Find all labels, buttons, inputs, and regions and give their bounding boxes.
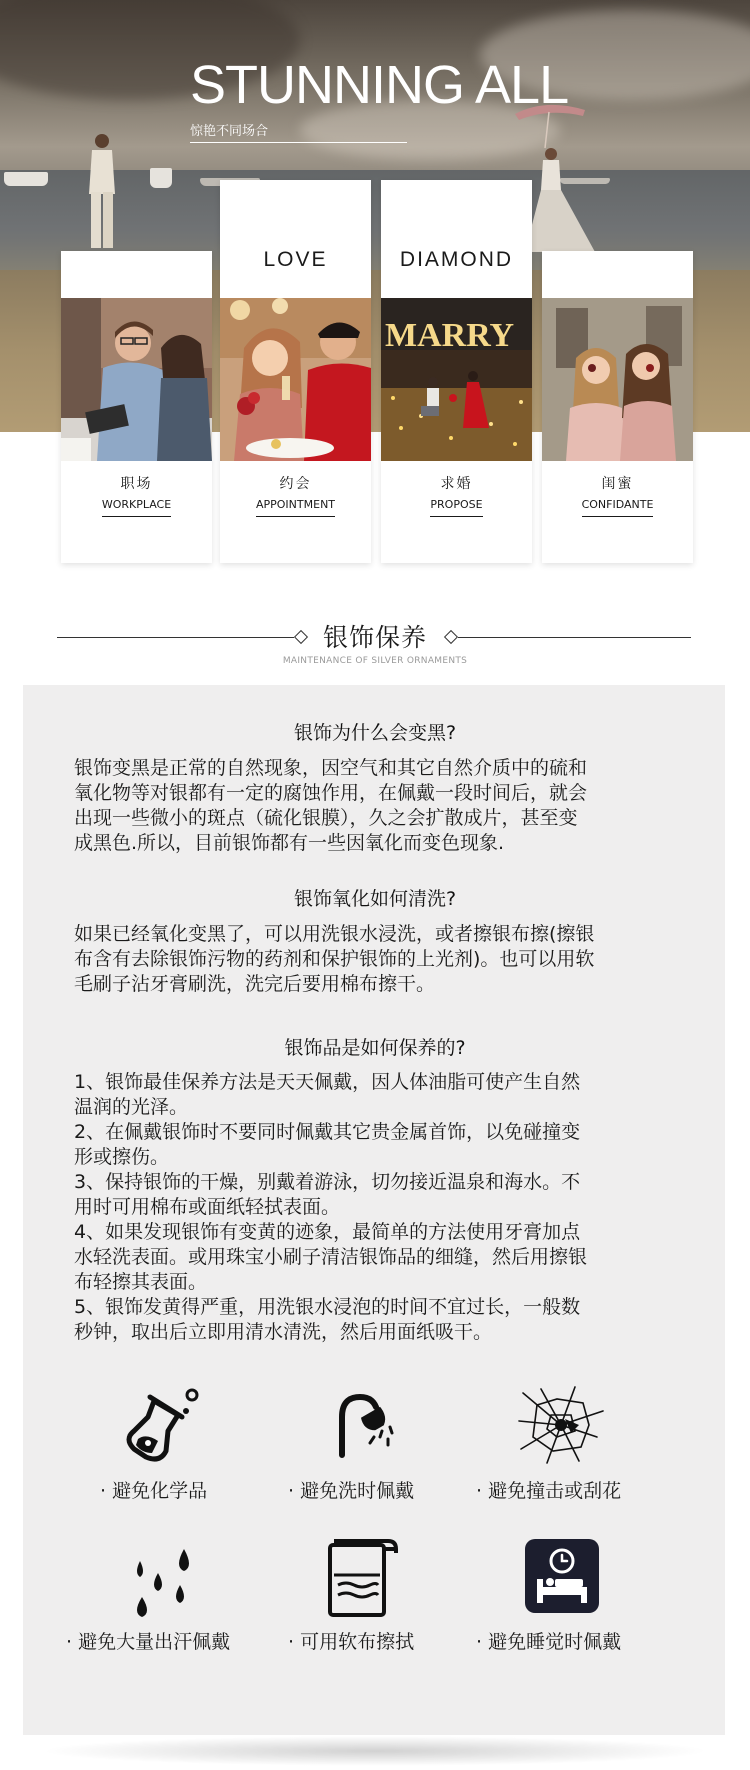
care-answer: [74, 756, 674, 856]
answer-line: 温润的光泽。: [74, 1096, 189, 1118]
answer-line: 氧化物等对银都有一定的腐蚀作用，在佩戴一段时间后，就会: [74, 782, 588, 804]
care-answer: [74, 1070, 674, 1345]
answer-line: 布含有去除银饰污物的药剂和保护银饰的上光剂)。也可以用软: [74, 948, 595, 970]
card-header: [542, 251, 693, 298]
sweat-drops-icon: [130, 1537, 200, 1617]
card-caption: [61, 473, 212, 517]
flask-icon: [124, 1387, 204, 1467]
care-answer: [74, 922, 674, 997]
towel-icon: [324, 1535, 404, 1619]
card-heading: DIAMOND: [399, 248, 514, 271]
answer-line: 2、在佩戴银饰时不要同时佩戴其它贵金属首饰，以免碰撞变: [74, 1121, 581, 1143]
occasion-card-confidante[interactable]: [542, 251, 693, 563]
workplace-photo: [61, 298, 212, 461]
care-question: 银饰为什么会变黑?: [293, 722, 457, 744]
card-caption: [542, 473, 693, 517]
card-caption: [220, 473, 371, 517]
card-caption: [381, 473, 532, 517]
shower-icon: [330, 1389, 400, 1469]
occasion-card-workplace[interactable]: [61, 251, 212, 563]
section-rule-right: [458, 637, 691, 638]
sleep-icon: [525, 1539, 599, 1613]
tip-label: · 避免化学品: [100, 1480, 208, 1502]
card-label-cn: 闺蜜: [601, 476, 634, 492]
tip-label: · 可用软布擦拭: [288, 1631, 415, 1653]
marry-sign: MARRY: [385, 317, 515, 354]
answer-line: 布轻擦其表面。: [74, 1271, 208, 1293]
answer-line: 用时可用棉布或面纸轻拭表面。: [74, 1196, 341, 1218]
answer-line: 4、如果发现银饰有变黄的迹象，最简单的方法使用牙膏加点: [74, 1221, 581, 1243]
propose-photo: [381, 298, 532, 461]
tip-label: · 避免撞击或刮花: [476, 1480, 622, 1502]
answer-line: 毛刷子沾牙膏刷洗，洗完后要用棉布擦干。: [74, 973, 436, 995]
card-heading: LOVE: [263, 248, 328, 271]
card-label-cn: 求婚: [440, 476, 473, 492]
occasion-card-propose[interactable]: [381, 180, 532, 563]
occasion-card-appointment[interactable]: [220, 180, 371, 563]
card-label-en: CONFIDANTE: [582, 498, 654, 517]
cracked-glass-icon: [517, 1385, 607, 1465]
card-label-en: APPOINTMENT: [256, 498, 335, 517]
answer-line: 形或擦伤。: [74, 1146, 170, 1168]
answer-line: 成黑色.所以，目前银饰都有一些因氧化而变色现象.: [74, 832, 505, 854]
card-header: [61, 251, 212, 298]
hero-subtitle: 惊艳不同场合: [190, 124, 269, 139]
card-header: [220, 180, 371, 298]
answer-line: 出现一些微小的斑点（硫化银膜），久之会扩散成片，甚至变: [74, 807, 578, 829]
section-title: 银饰保养: [322, 623, 427, 652]
panel-shadow: [40, 1736, 710, 1766]
answer-line: 银饰变黑是正常的自然现象，因空气和其它自然介质中的硫和: [74, 757, 588, 779]
card-label-en: WORKPLACE: [102, 498, 171, 517]
card-label-cn: 职场: [120, 476, 153, 492]
tip-label: · 避免洗时佩戴: [288, 1480, 415, 1502]
appointment-photo: [220, 298, 371, 461]
tip-label: · 避免大量出汗佩戴: [66, 1631, 231, 1653]
hero-divider: [190, 142, 407, 143]
tip-label: · 避免睡觉时佩戴: [476, 1631, 622, 1653]
answer-line: 秒钟，取出后立即用清水清洗，然后用面纸吸干。: [74, 1321, 493, 1343]
answer-line: 3、保持银饰的干燥，别戴着游泳，切勿接近温泉和海水。不: [74, 1171, 581, 1193]
answer-line: 水轻洗表面。或用珠宝小刷子清洁银饰品的细缝，然后用擦银: [74, 1246, 588, 1268]
care-question: 银饰品是如何保养的?: [284, 1037, 466, 1059]
section-subtitle: MAINTENANCE OF SILVER ORNAMENTS: [282, 656, 468, 666]
care-question: 银饰氧化如何清洗?: [293, 888, 457, 910]
card-label-en: PROPOSE: [430, 498, 482, 517]
card-label-cn: 约会: [279, 476, 312, 492]
card-header: [381, 180, 532, 298]
answer-line: 如果已经氧化变黑了，可以用洗银水浸洗，或者擦银布擦(擦银: [74, 923, 595, 945]
hero-title: STUNNING ALL: [190, 55, 569, 115]
groom-figure: [82, 132, 122, 252]
answer-line: 5、银饰发黄得严重，用洗银水浸泡的时间不宜过长，一般数: [74, 1296, 581, 1318]
answer-line: 1、银饰最佳保养方法是天天佩戴，因人体油脂可使产生自然: [74, 1071, 581, 1093]
confidante-photo: [542, 298, 693, 461]
